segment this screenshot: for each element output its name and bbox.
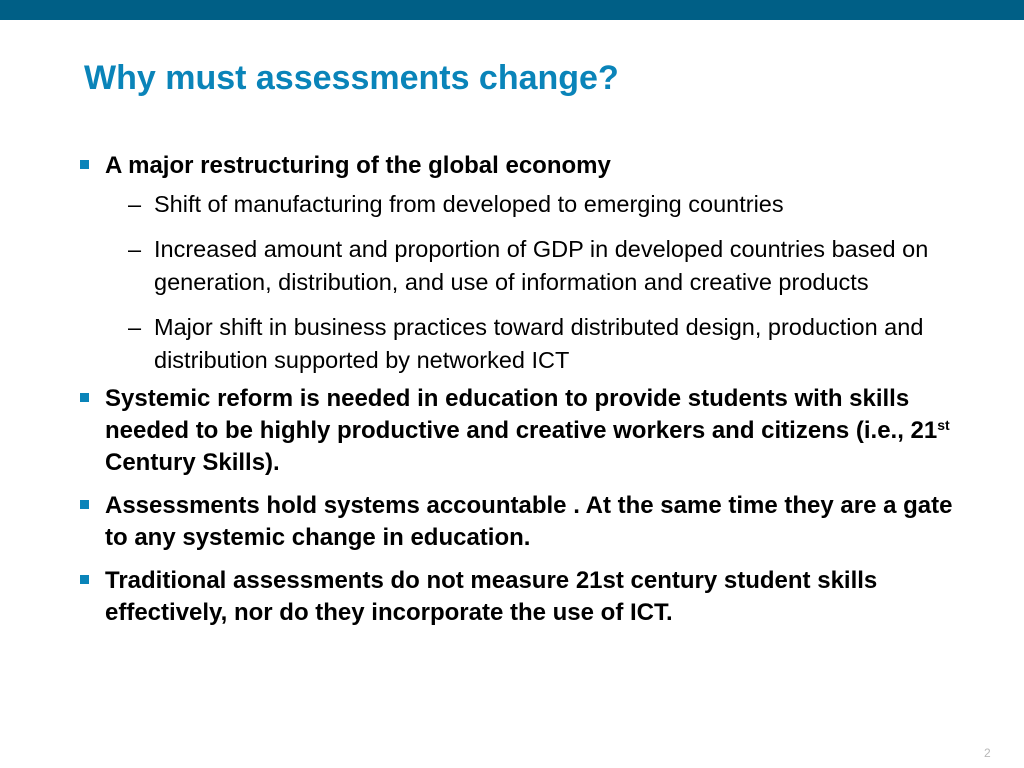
dash-marker: – — [128, 236, 142, 262]
bullet-text: Assessments hold systems accountable . At the same time they are a gate to any systemic change in education. — [105, 492, 953, 551]
superscript: st — [937, 417, 950, 433]
bullet-text-part: Century Skills). — [105, 449, 280, 476]
dash-marker: – — [128, 191, 142, 217]
bullet-item-1 — [80, 150, 960, 182]
square-bullet-icon — [80, 160, 89, 169]
header-bar — [0, 0, 1024, 20]
bullet-item-4 — [80, 565, 960, 629]
square-bullet-icon — [80, 575, 89, 584]
page-number: 2 — [984, 746, 991, 760]
square-bullet-icon — [80, 500, 89, 509]
slide-title: Why must assessments change? — [84, 59, 619, 97]
bullet-item-3 — [80, 490, 960, 554]
slide-content — [80, 150, 960, 629]
bullet-text: A major restructuring of the global economy — [105, 152, 611, 179]
sub-item-3 — [80, 311, 960, 377]
sub-item-text: Shift of manufacturing from developed to emerging countries — [154, 191, 784, 217]
sub-item-text: Increased amount and proportion of GDP in developed countries based on generation, distribution, and use of information and creative products — [154, 236, 929, 295]
sub-item-text: Major shift in business practices toward distributed design, production and distribution supported by networked ICT — [154, 314, 924, 373]
sub-list — [80, 188, 960, 377]
bullet-text-part: Systemic reform is needed in education to provide students with skills needed to be highly productive and creative workers and citizens (i.e., 21 — [105, 385, 938, 444]
sub-item-1 — [80, 188, 960, 221]
bullet-text: Traditional assessments do not measure 21st century student skills effectively, nor do they incorporate the use of ICT. — [105, 567, 878, 626]
sub-item-2 — [80, 233, 960, 299]
bullet-item-2 — [80, 383, 960, 479]
dash-marker: – — [128, 314, 142, 340]
square-bullet-icon — [80, 393, 89, 402]
